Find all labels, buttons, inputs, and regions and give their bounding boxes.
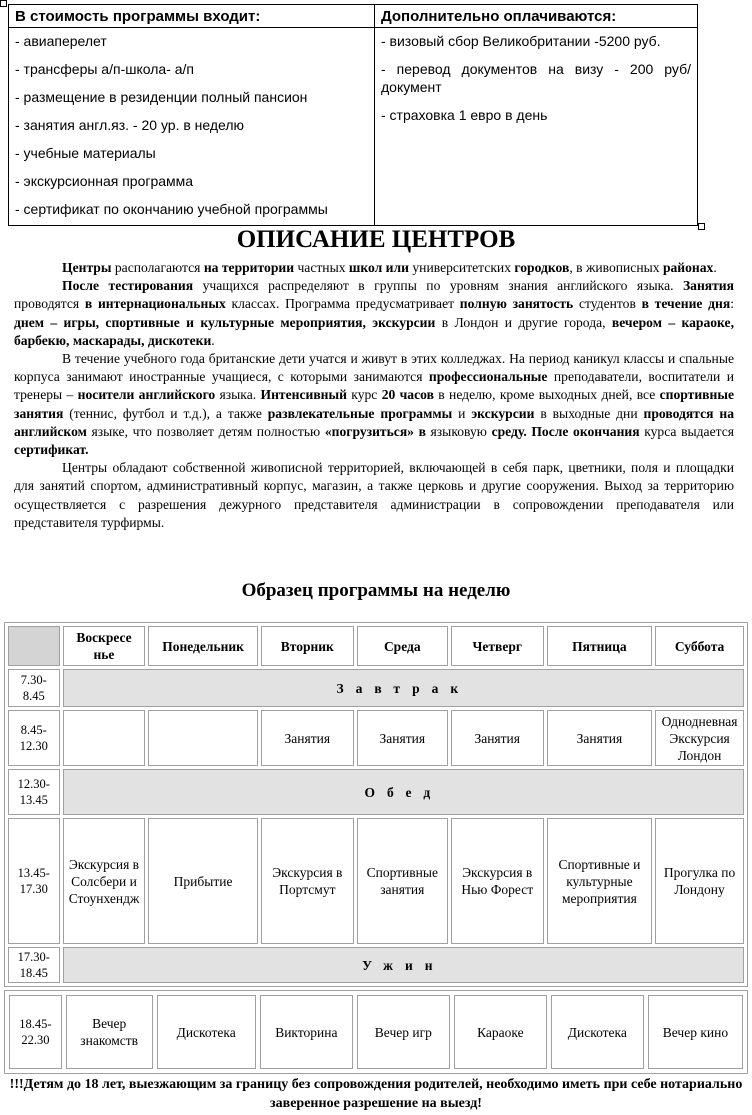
evening-cell: Вечер знакомств	[66, 995, 153, 1069]
evening-schedule-table	[4, 990, 748, 1074]
activity-cell: Занятия	[451, 710, 544, 766]
list-item: - авиаперелет	[15, 33, 107, 49]
activity-cell	[63, 710, 146, 766]
list-item: - перевод документов на визу - 200 руб/документ	[381, 61, 691, 95]
included-list	[9, 28, 375, 226]
description-paragraph: Центры обладают собственной живописной территорией, включающей в себя парк, цветники, поля и площадки для занятий спортом, административный корпус, магазин, а также церковь и другие сооружения. Выход за территорию осуществляется с разрешения дежурного представителя администрации в сопровождении преподавателя или представителя турфирмы.	[14, 460, 734, 530]
evening-cell: Викторина	[260, 995, 353, 1069]
time-cell: 12.30- 13.45	[8, 769, 60, 815]
description-paragraph: Центры располагаются на территории частных школ или университетских городков, в живописных районах.	[62, 260, 717, 275]
footnote-warning: !!!Детям до 18 лет, выезжающим за границу без сопровождения родителей, необходимо иметь при себе нотариально заверенное разрешение на выезд!	[9, 1077, 743, 1111]
activity-cell: Спортивные занятия	[357, 818, 448, 944]
day-header: Понедельник	[148, 626, 258, 666]
activity-cell	[148, 710, 258, 766]
time-cell: 17.30- 18.45	[8, 947, 60, 983]
list-item: - учебные материалы	[15, 145, 156, 161]
activity-cell: Однодневная Экскурсия Лондон	[655, 710, 744, 766]
activity-cell: Занятия	[547, 710, 652, 766]
day-header: Вторник	[261, 626, 354, 666]
activity-cell: Занятия	[261, 710, 354, 766]
day-header: Четверг	[451, 626, 544, 666]
day-header: Пятница	[547, 626, 652, 666]
list-item: - занятия англ.яз. - 20 ур. в неделю	[15, 117, 245, 133]
evening-cell: Дискотека	[551, 995, 644, 1069]
time-cell: 13.45- 17.30	[8, 818, 60, 944]
evening-cell: Вечер кино	[648, 995, 743, 1069]
time-cell: 8.45- 12.30	[8, 710, 60, 766]
activity-cell: Спортивные и культурные мероприятия	[547, 818, 652, 944]
time-cell: 18.45- 22.30	[9, 995, 62, 1069]
activity-cell: Занятия	[357, 710, 448, 766]
day-header: Воскресе нье	[63, 626, 146, 666]
activity-cell: Прогулка по Лондону	[655, 818, 744, 944]
day-header: Среда	[357, 626, 448, 666]
activity-cell: Экскурсия в Нью Форест	[451, 818, 544, 944]
activity-cell: Экскурсия в Солсбери и Стоунхендж	[63, 818, 146, 944]
schedule-table	[4, 622, 748, 987]
included-header: В стоимость программы входит:	[9, 5, 375, 28]
selection-handle-top-left[interactable]	[0, 0, 7, 7]
list-item: - трансферы а/п-школа- а/п	[15, 61, 194, 77]
schedule-title: Образец программы на неделю	[241, 580, 511, 601]
list-item: - сертификат по окончанию учебной программы	[15, 201, 328, 217]
list-item: - страховка 1 евро в день	[381, 107, 548, 123]
day-header: Суббота	[655, 626, 744, 666]
meal-dinner: Ужин	[63, 947, 744, 983]
activity-cell: Прибытие	[148, 818, 258, 944]
page-title: ОПИСАНИЕ ЦЕНТРОВ	[236, 226, 516, 253]
evening-cell: Дискотека	[157, 995, 256, 1069]
meal-lunch: Обед	[63, 769, 744, 815]
centers-description	[14, 259, 734, 532]
list-item: - визовый сбор Великобритании -5200 руб.	[381, 33, 661, 49]
extra-list	[375, 28, 698, 226]
description-paragraph: После тестирования учащихся распределяют в группы по уровням знания английского языка. Занятия проводятся в интернациональных классах. Программа предусматривает полную занятость студентов в течение дня: днем – игры, спортивные и культурные мероприятия, экскурсии в Лондон и другие города, вечером – караоке, барбекю, маскарады, дискотеки.	[14, 278, 734, 348]
description-paragraph: В течение учебного года британские дети учатся и живут в этих колледжах. На период каникул классы и спальные корпуса занимают иностранные учащиеся, с которыми занимаются профессиональные преподаватели, воспитатели и тренеры – носители английского языка. Интенсивный курс 20 часов в неделю, кроме выходных дней, все спортивные занятия (теннис, футбол и т.д.), а также развлекательные программы и экскурсии в выходные дни проводятся на английском языке, что позволяет детям полностью «погрузиться» в языковую среду. После окончания курса выдается сертификат.	[14, 351, 734, 458]
time-cell: 7.30- 8.45	[8, 669, 60, 707]
evening-cell: Вечер игр	[357, 995, 450, 1069]
price-table	[8, 4, 698, 226]
activity-cell: Экскурсия в Портсмут	[261, 818, 354, 944]
evening-cell: Караоке	[454, 995, 547, 1069]
schedule-corner-cell	[8, 626, 60, 666]
meal-breakfast: Завтрак	[63, 669, 744, 707]
extra-header: Дополнительно оплачиваются:	[375, 5, 698, 28]
list-item: - экскурсионная программа	[15, 173, 194, 189]
list-item: - размещение в резиденции полный пансион	[15, 89, 308, 105]
